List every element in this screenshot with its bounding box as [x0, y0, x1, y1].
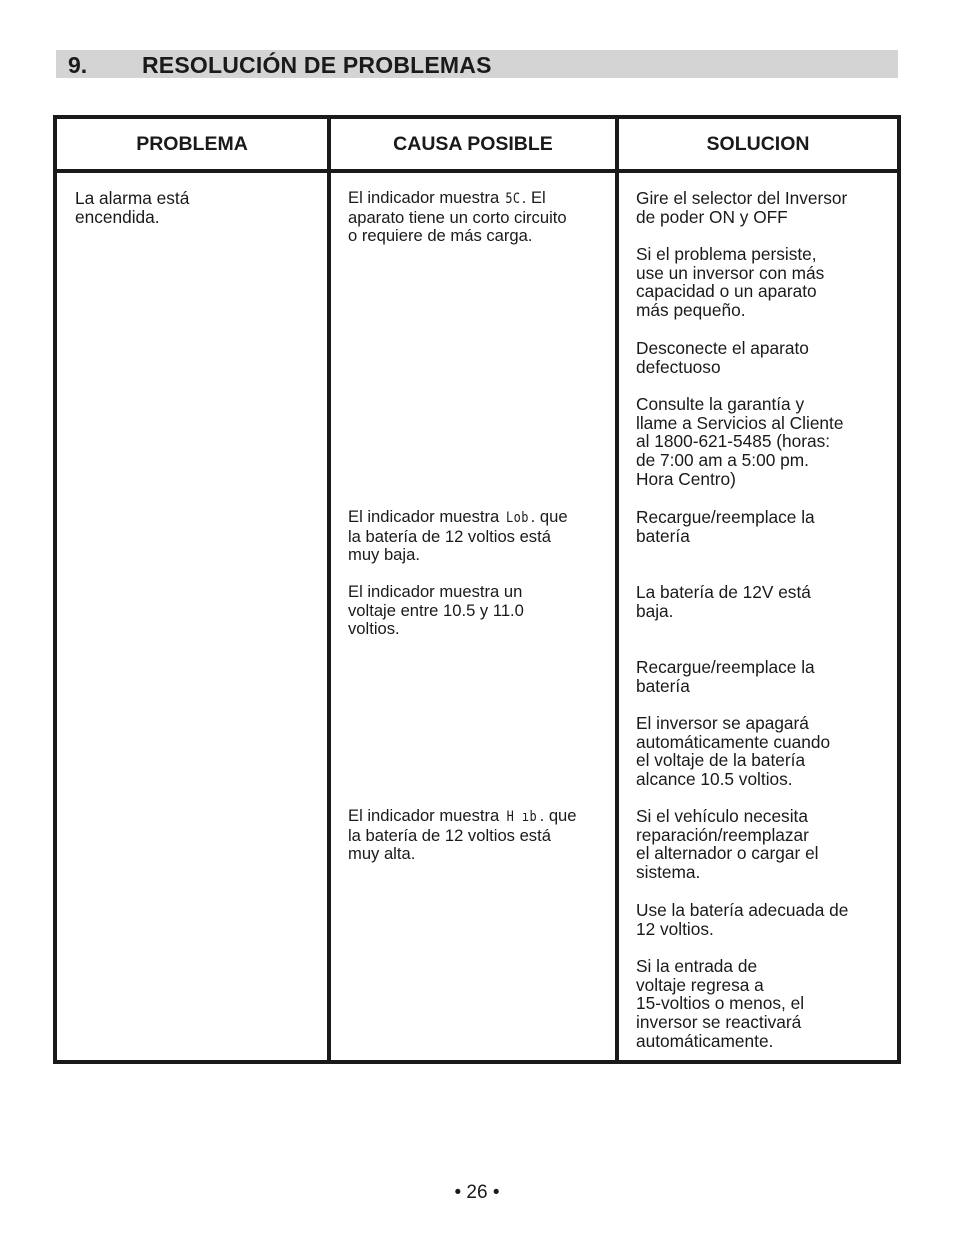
section-title: RESOLUCIÓN DE PROBLEMAS	[142, 52, 492, 78]
header-causa-posible: CAUSA POSIBLE	[393, 132, 553, 155]
section-heading-bar	[56, 50, 898, 78]
solution-item: Si el problema persiste, use un inversor con más capacidad o un aparato más pequeño.	[636, 244, 825, 321]
solution-item: Si la entrada de voltaje regresa a 15-voltios o menos, el inversor se reactivará automáticamente.	[636, 956, 805, 1051]
troubleshooting-table	[53, 115, 901, 1064]
cause-text: El indicador muestra	[348, 188, 504, 207]
cause-text: . que la batería de 12 voltios está muy alta.	[348, 806, 577, 864]
cause-text: . que la batería de 12 voltios está muy baja.	[348, 507, 568, 565]
solution-item: La batería de 12V está baja.	[636, 582, 811, 621]
problem-cell: La alarma está encendida.	[75, 188, 190, 227]
cause-text: . El aparato tiene un corto circuito o requiere de más carga.	[348, 188, 567, 246]
cause-cell	[348, 807, 610, 864]
cause-text: El indicador muestra	[348, 806, 504, 825]
lcd-code: Lob	[505, 510, 529, 526]
solution-item: Recargue/reemplace la batería	[636, 507, 815, 546]
cause-cell: El indicador muestra un voltaje entre 10.5 y 11.0 voltios.	[348, 582, 524, 639]
solution-item: Desconecte el aparato defectuoso	[636, 338, 809, 377]
cause-cell	[348, 508, 610, 565]
column-divider	[327, 119, 331, 1060]
lcd-code: H ıb	[506, 809, 537, 825]
solution-item: Recargue/reemplace la batería	[636, 657, 815, 696]
page-number: • 26 •	[454, 1182, 500, 1203]
section-number: 9.	[68, 52, 88, 78]
lcd-code: 5C	[505, 191, 521, 207]
solution-item: Consulte la garantía y llame a Servicios al Cliente al 1800-621-5485 (horas: de 7:00 am a 5:00 pm. Hora Centro)	[636, 394, 844, 489]
solution-item: El inversor se apagará automáticamente cuando el voltaje de la batería alcance 10.5 voltios.	[636, 713, 831, 790]
solution-item: Si el vehículo necesita reparación/reemplazar el alternador o cargar el sistema.	[636, 806, 819, 883]
header-solucion: SOLUCION	[706, 132, 810, 155]
header-divider	[57, 169, 897, 173]
cause-cell	[348, 189, 610, 246]
cause-text: El indicador muestra	[348, 507, 504, 526]
solution-item: Use la batería adecuada de 12 voltios.	[636, 900, 849, 939]
header-problema: PROBLEMA	[136, 132, 248, 155]
solution-item: Gire el selector del Inversor de poder ON y OFF	[636, 188, 848, 227]
column-divider	[615, 119, 619, 1060]
